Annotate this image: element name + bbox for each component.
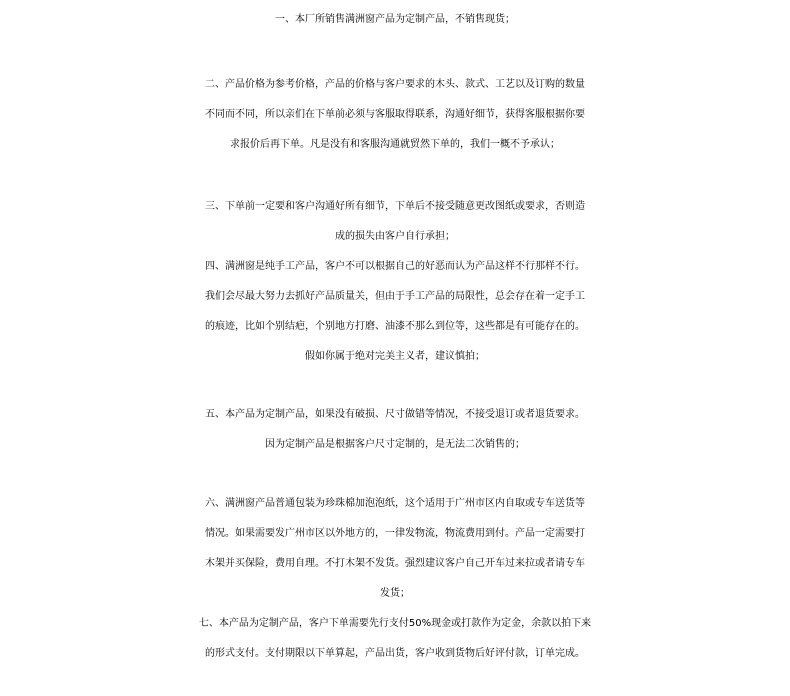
clause-6-line-3: 木架并买保险，费用自理。不打木架不发货。强烈建议客户自己开车过来拉或者请专车 xyxy=(205,558,585,569)
clause-6-line-4: 发货； xyxy=(380,588,410,599)
clause-6-line-1: 六、满洲窗产品普通包装为珍珠棉加泡泡纸，这个适用于广州市区内自取或专车送货等 xyxy=(205,498,585,509)
clause-6-line-2: 情况。如果需要发广州市区以外地方的，一律发物流，物流费用到付。产品一定需要打 xyxy=(205,528,585,539)
clause-7-line-2: 的形式支付。支付期限以下单算起，产品出货，客户收到货物后好评付款，订单完成。 xyxy=(205,648,585,659)
clause-4-line-4: 假如你属于绝对完美主义者，建议慎拍； xyxy=(305,351,485,362)
clause-7-line-1: 七、本产品为定制产品，客户下单需要先行支付50%现金或打款作为定金，余款以拍下来 xyxy=(198,618,592,629)
clause-5-line-2: 因为定制产品是根据客户尺寸定制的，是无法二次销售的； xyxy=(265,439,525,450)
clause-4-line-2: 我们会尽最大努力去抓好产品质量关，但由于手工产品的局限性，总会存在着一定手工 xyxy=(205,291,585,302)
clause-4-line-1: 四、满洲窗是纯手工产品，客户不可以根据自己的好恶而认为产品这样不行那样不行。 xyxy=(205,261,585,272)
clause-2-line-2: 不同而不同，所以亲们在下单前必须与客服取得联系，沟通好细节，获得客服根据你要 xyxy=(205,109,585,120)
clause-3-line-2: 成的损失由客户自行承担； xyxy=(335,231,455,242)
clause-4-line-3: 的痕迹，比如个别结疤，个别地方打磨、油漆不那么到位等，这些都是有可能存在的。 xyxy=(205,321,585,332)
clause-5-line-1: 五、本产品为定制产品，如果没有破损、尺寸做错等情况，不接受退订或者退货要求。 xyxy=(205,409,585,420)
clause-1-line-1: 一、本厂所销售满洲窗产品为定制产品，不销售现货； xyxy=(275,14,515,25)
clause-2-line-3: 求报价后再下单。凡是没有和客服沟通就贸然下单的，我们一概不予承认； xyxy=(230,139,560,150)
clause-2-line-1: 二、产品价格为参考价格，产品的价格与客户要求的木头、款式、工艺以及订购的数量 xyxy=(205,79,585,90)
clause-3-line-1: 三、下单前一定要和客户沟通好所有细节，下单后不接受随意更改图纸或要求，否则造 xyxy=(205,201,585,212)
